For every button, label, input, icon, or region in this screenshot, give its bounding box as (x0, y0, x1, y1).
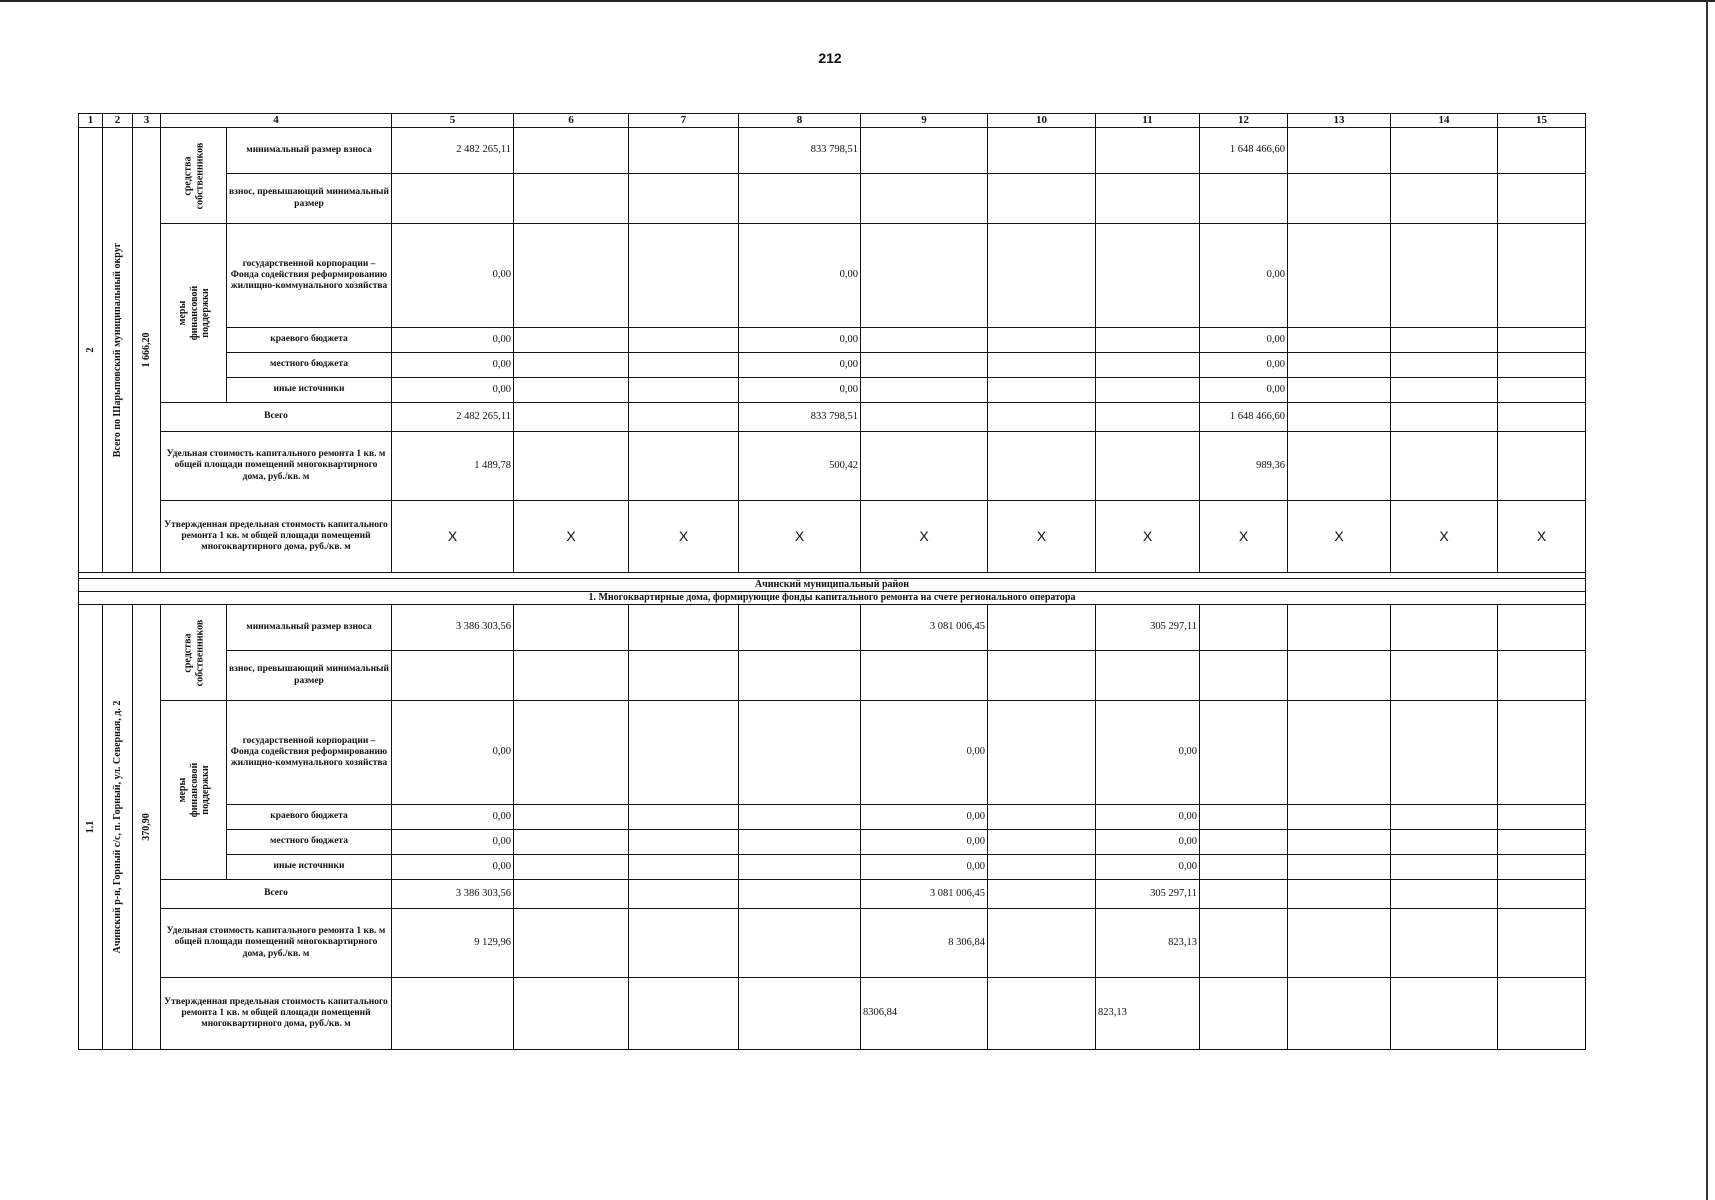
group-support-measures: меры финансовой поддержки (176, 762, 211, 818)
block1-row-regional (79, 328, 1586, 353)
value-cell: 0,00 (1200, 353, 1288, 378)
value-cell: X (739, 501, 861, 573)
row-label: местного бюджета (227, 353, 392, 378)
value-cell (739, 701, 861, 805)
row-number: 2 (84, 347, 96, 353)
value-cell (1498, 605, 1586, 651)
own-funds-group (161, 605, 227, 701)
value-cell (514, 432, 629, 501)
value-cell (1498, 432, 1586, 501)
column-number: 13 (1288, 114, 1391, 128)
value-cell: X (629, 501, 739, 573)
value-cell (1200, 651, 1288, 701)
value-cell (1498, 805, 1586, 830)
column-number: 6 (514, 114, 629, 128)
row-label: Утвержденная предельная стоимость капитального ремонта 1 кв. м общей площади помещений многоквартирного дома, руб./кв. м (161, 978, 392, 1050)
support-measures-group (161, 701, 227, 880)
value-cell: 0,00 (392, 378, 514, 403)
value-cell: 823,13 (1096, 909, 1200, 978)
value-cell (988, 432, 1096, 501)
row-label: Утвержденная предельная стоимость капитального ремонта 1 кв. м общей площади помещений многоквартирного дома, руб./кв. м (161, 501, 392, 573)
value-cell (1096, 403, 1200, 432)
value-cell (988, 830, 1096, 855)
value-cell (1096, 432, 1200, 501)
row-label: Удельная стоимость капитального ремонта 1 кв. м общей площади помещений многоквартирного дома, руб./кв. м (161, 909, 392, 978)
value-cell (629, 378, 739, 403)
capital-repair-table (78, 113, 1586, 1050)
value-cell (1391, 651, 1498, 701)
value-cell (1288, 830, 1391, 855)
value-cell (1288, 855, 1391, 880)
value-cell (1498, 978, 1586, 1050)
value-cell: 1 489,78 (392, 432, 514, 501)
value-cell: 305 297,11 (1096, 605, 1200, 651)
value-cell: 833 798,51 (739, 403, 861, 432)
value-cell (739, 605, 861, 651)
value-cell (1200, 830, 1288, 855)
value-cell (1391, 353, 1498, 378)
value-cell (1498, 224, 1586, 328)
row-number: 1.1 (84, 820, 96, 834)
row-label: государственной корпорации – Фонда содействия реформированию жилищно-коммунального хозяйства (227, 224, 392, 328)
value-cell (1200, 605, 1288, 651)
value-cell: X (1096, 501, 1200, 573)
value-cell (1391, 978, 1498, 1050)
value-cell (392, 978, 514, 1050)
value-cell: 9 129,96 (392, 909, 514, 978)
value-cell (1288, 701, 1391, 805)
value-cell: 0,00 (861, 805, 988, 830)
value-cell: 0,00 (1096, 701, 1200, 805)
value-cell: 0,00 (392, 328, 514, 353)
block1-row-max-cost (79, 501, 1586, 573)
value-cell: 0,00 (861, 855, 988, 880)
block2-row-state-corp (79, 701, 1586, 805)
block2-row-total (79, 880, 1586, 909)
value-cell: X (988, 501, 1096, 573)
value-cell (514, 174, 629, 224)
value-cell (1498, 174, 1586, 224)
value-cell (1498, 909, 1586, 978)
value-cell: 3 386 303,56 (392, 605, 514, 651)
value-cell: 0,00 (392, 224, 514, 328)
block1-row-over-min (79, 174, 1586, 224)
value-cell (988, 978, 1096, 1050)
column-number: 4 (161, 114, 392, 128)
value-cell (739, 909, 861, 978)
value-cell: 0,00 (739, 353, 861, 378)
value-cell (514, 378, 629, 403)
value-cell: 0,00 (1096, 830, 1200, 855)
value-cell (514, 328, 629, 353)
value-cell (739, 651, 861, 701)
value-cell: X (514, 501, 629, 573)
value-cell: 3 081 006,45 (861, 880, 988, 909)
value-cell: 0,00 (1200, 328, 1288, 353)
value-cell (514, 224, 629, 328)
column-number: 8 (739, 114, 861, 128)
value-cell: 0,00 (392, 830, 514, 855)
value-cell (988, 701, 1096, 805)
value-cell (1498, 403, 1586, 432)
value-cell (514, 909, 629, 978)
value-cell (988, 909, 1096, 978)
column-number: 14 (1391, 114, 1498, 128)
value-cell (1391, 128, 1498, 174)
value-cell: X (392, 501, 514, 573)
value-cell (739, 855, 861, 880)
total-area-cell (133, 128, 161, 573)
value-cell (1288, 805, 1391, 830)
value-cell (629, 909, 739, 978)
value-cell (1200, 978, 1288, 1050)
value-cell (1200, 701, 1288, 805)
value-cell (1288, 378, 1391, 403)
value-cell: 989,36 (1200, 432, 1288, 501)
value-cell (629, 701, 739, 805)
block2-row-local (79, 830, 1586, 855)
district-row (79, 579, 1586, 592)
value-cell (1391, 805, 1498, 830)
value-cell (1391, 909, 1498, 978)
row-label: Всего (161, 403, 392, 432)
value-cell (739, 880, 861, 909)
value-cell (739, 174, 861, 224)
column-number: 7 (629, 114, 739, 128)
value-cell (988, 353, 1096, 378)
value-cell (629, 978, 739, 1050)
own-funds-group (161, 128, 227, 224)
block2-row-regional (79, 805, 1586, 830)
value-cell (514, 880, 629, 909)
value-cell (1288, 353, 1391, 378)
value-cell (1096, 174, 1200, 224)
block1-row-unit-cost (79, 432, 1586, 501)
value-cell (861, 328, 988, 353)
value-cell (861, 432, 988, 501)
value-cell (514, 403, 629, 432)
value-cell (1391, 701, 1498, 805)
support-measures-group (161, 224, 227, 403)
value-cell: 8 306,84 (861, 909, 988, 978)
value-cell (861, 651, 988, 701)
column-number: 3 (133, 114, 161, 128)
value-cell: X (1391, 501, 1498, 573)
value-cell (1391, 855, 1498, 880)
block2-row-min-fee (79, 605, 1586, 651)
row-label: Удельная стоимость капитального ремонта 1 кв. м общей площади помещений многоквартирного дома, руб./кв. м (161, 432, 392, 501)
value-cell (514, 978, 629, 1050)
total-area-cell (133, 605, 161, 1050)
value-cell (1200, 909, 1288, 978)
value-cell (861, 403, 988, 432)
column-number: 9 (861, 114, 988, 128)
value-cell (1288, 128, 1391, 174)
value-cell (629, 651, 739, 701)
row-label: иные источники (227, 378, 392, 403)
value-cell (1200, 805, 1288, 830)
value-cell (1391, 880, 1498, 909)
row-number-cell (79, 605, 103, 1050)
value-cell: 0,00 (1096, 805, 1200, 830)
value-cell: 823,13 (1096, 978, 1200, 1050)
value-cell (988, 403, 1096, 432)
value-cell: 1 648 466,60 (1200, 128, 1288, 174)
value-cell (988, 805, 1096, 830)
value-cell (629, 830, 739, 855)
value-cell: 0,00 (392, 855, 514, 880)
value-cell (629, 174, 739, 224)
value-cell (1288, 403, 1391, 432)
value-cell (1288, 651, 1391, 701)
top-border (0, 0, 1715, 2)
value-cell: X (1200, 501, 1288, 573)
value-cell (629, 605, 739, 651)
value-cell: 500,42 (739, 432, 861, 501)
column-number: 10 (988, 114, 1096, 128)
value-cell (514, 605, 629, 651)
value-cell (988, 855, 1096, 880)
column-number: 12 (1200, 114, 1288, 128)
value-cell (629, 805, 739, 830)
row-label: Всего (161, 880, 392, 909)
block1-row-other (79, 378, 1586, 403)
group-own-funds: средства собственников (182, 142, 205, 210)
value-cell: 0,00 (392, 701, 514, 805)
group-support-measures: меры финансовой поддержки (176, 285, 211, 341)
value-cell: 0,00 (1200, 378, 1288, 403)
value-cell (1391, 378, 1498, 403)
value-cell (1391, 432, 1498, 501)
value-cell: X (1498, 501, 1586, 573)
value-cell (629, 128, 739, 174)
value-cell (739, 978, 861, 1050)
value-cell (1288, 880, 1391, 909)
row-label: краевого бюджета (227, 328, 392, 353)
value-cell (629, 328, 739, 353)
value-cell (1288, 328, 1391, 353)
value-cell (1096, 328, 1200, 353)
value-cell: 2 482 265,11 (392, 128, 514, 174)
row-label: государственной корпорации – Фонда содействия реформированию жилищно-коммунального хозяйства (227, 701, 392, 805)
value-cell: 8306,84 (861, 978, 988, 1050)
value-cell (1288, 909, 1391, 978)
row-label: минимальный размер взноса (227, 128, 392, 174)
value-cell (988, 651, 1096, 701)
address: Ачинский р-н, Горный с/с, п. Горный, ул. Северная, д. 2 (111, 700, 123, 954)
value-cell: 0,00 (861, 830, 988, 855)
row-label: местного бюджета (227, 830, 392, 855)
value-cell (1288, 605, 1391, 651)
row-label: минимальный размер взноса (227, 605, 392, 651)
row-label: взнос, превышающий минимальный размер (227, 174, 392, 224)
value-cell (1391, 403, 1498, 432)
value-cell (629, 403, 739, 432)
value-cell (514, 830, 629, 855)
column-number: 1 (79, 114, 103, 128)
value-cell (1288, 978, 1391, 1050)
value-cell: 305 297,11 (1096, 880, 1200, 909)
subsection-title: 1. Многоквартирные дома, формирующие фонды капитального ремонта на счете регионального оператора (79, 592, 1586, 605)
value-cell: 833 798,51 (739, 128, 861, 174)
value-cell (1498, 855, 1586, 880)
row-number-cell (79, 128, 103, 573)
table-body (79, 114, 1586, 1050)
value-cell (1096, 651, 1200, 701)
value-cell: 0,00 (392, 805, 514, 830)
value-cell (1498, 328, 1586, 353)
value-cell (1200, 880, 1288, 909)
value-cell (1498, 830, 1586, 855)
value-cell: 0,00 (861, 701, 988, 805)
value-cell (1498, 353, 1586, 378)
value-cell (988, 174, 1096, 224)
value-cell (514, 353, 629, 378)
value-cell (861, 128, 988, 174)
value-cell (1096, 224, 1200, 328)
value-cell: 3 386 303,56 (392, 880, 514, 909)
value-cell (629, 855, 739, 880)
value-cell: 0,00 (739, 224, 861, 328)
block1-row-local (79, 353, 1586, 378)
address-cell (103, 128, 133, 573)
value-cell (514, 701, 629, 805)
value-cell (739, 830, 861, 855)
value-cell: 0,00 (1200, 224, 1288, 328)
value-cell (988, 128, 1096, 174)
column-number: 15 (1498, 114, 1586, 128)
value-cell (1096, 353, 1200, 378)
block2-row-unit-cost (79, 909, 1586, 978)
value-cell: X (1288, 501, 1391, 573)
value-cell (629, 353, 739, 378)
value-cell (392, 651, 514, 701)
value-cell (514, 651, 629, 701)
column-number: 11 (1096, 114, 1200, 128)
block1-row-state-corp (79, 224, 1586, 328)
value-cell: 3 081 006,45 (861, 605, 988, 651)
value-cell (1288, 224, 1391, 328)
value-cell (514, 805, 629, 830)
value-cell: 0,00 (392, 353, 514, 378)
value-cell (1498, 880, 1586, 909)
value-cell (1096, 378, 1200, 403)
value-cell (1391, 830, 1498, 855)
district-title: Ачинский муниципальный район (79, 579, 1586, 592)
right-border (1706, 0, 1708, 1200)
value-cell: 1 648 466,60 (1200, 403, 1288, 432)
value-cell (629, 880, 739, 909)
value-cell (1498, 701, 1586, 805)
value-cell (514, 128, 629, 174)
column-number-row (79, 114, 1586, 128)
value-cell (1498, 378, 1586, 403)
value-cell: 0,00 (739, 378, 861, 403)
value-cell (988, 224, 1096, 328)
row-label: иные источники (227, 855, 392, 880)
value-cell: 2 482 265,11 (392, 403, 514, 432)
value-cell (988, 880, 1096, 909)
value-cell (1391, 605, 1498, 651)
subsection-row (79, 592, 1586, 605)
value-cell (1096, 128, 1200, 174)
value-cell (1391, 174, 1498, 224)
value-cell: X (861, 501, 988, 573)
value-cell: 0,00 (1096, 855, 1200, 880)
value-cell (861, 174, 988, 224)
value-cell (861, 353, 988, 378)
value-cell (1288, 174, 1391, 224)
address-cell (103, 605, 133, 1050)
value-cell (1288, 432, 1391, 501)
total-area: 370,90 (140, 813, 152, 841)
total-area: 1 666,20 (140, 332, 152, 368)
row-label: взнос, превышающий минимальный размер (227, 651, 392, 701)
page-number: 212 (818, 50, 842, 66)
column-number: 5 (392, 114, 514, 128)
block2-row-over-min (79, 651, 1586, 701)
block2-row-max-cost (79, 978, 1586, 1050)
value-cell (1498, 651, 1586, 701)
value-cell (1200, 174, 1288, 224)
value-cell (988, 328, 1096, 353)
value-cell (392, 174, 514, 224)
group-own-funds: средства собственников (182, 619, 205, 687)
value-cell (1498, 128, 1586, 174)
block1-row-total (79, 403, 1586, 432)
block1-row-min-fee (79, 128, 1586, 174)
value-cell (739, 805, 861, 830)
column-number: 2 (103, 114, 133, 128)
value-cell (861, 378, 988, 403)
address: Всего по Шарыповский муниципальный округ (111, 242, 123, 458)
value-cell (629, 224, 739, 328)
value-cell (1200, 855, 1288, 880)
value-cell (861, 224, 988, 328)
row-label: краевого бюджета (227, 805, 392, 830)
value-cell (629, 432, 739, 501)
value-cell (1391, 224, 1498, 328)
block2-row-other (79, 855, 1586, 880)
value-cell (988, 378, 1096, 403)
value-cell (988, 605, 1096, 651)
value-cell (514, 855, 629, 880)
value-cell (1391, 328, 1498, 353)
value-cell: 0,00 (739, 328, 861, 353)
